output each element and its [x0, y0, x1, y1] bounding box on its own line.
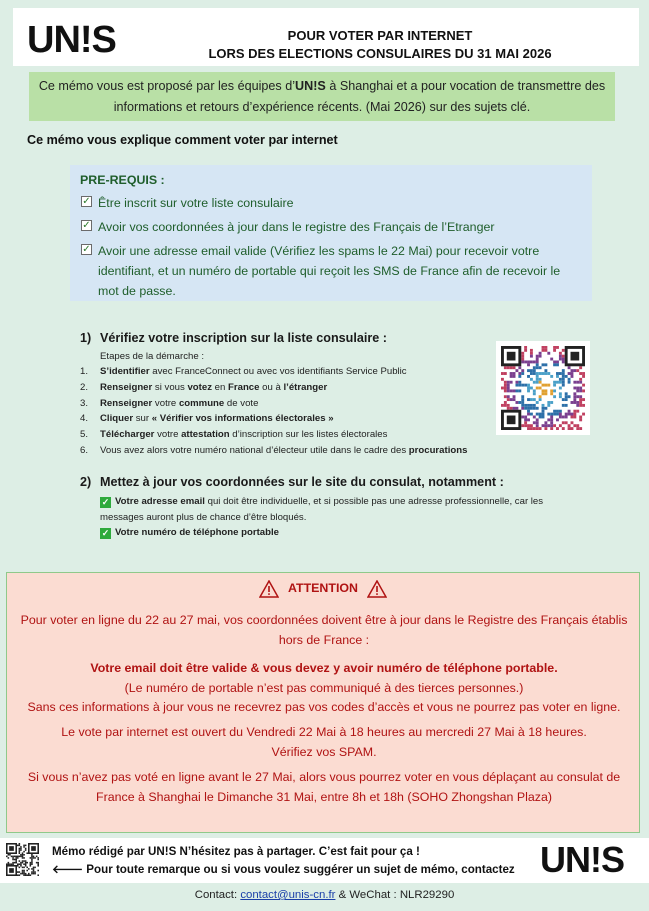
step-number: 1.	[80, 366, 89, 377]
update-item-phone	[100, 525, 600, 541]
section-1-number: 1)	[80, 331, 92, 345]
prerequisite-text: Être inscrit sur votre liste consulaire	[98, 196, 294, 210]
prerequisite-text: Avoir une adresse email valide (Vérifiez les spams le 22 Mai) pour recevoir votre identifiant, et un numéro de portable qui reçoit les SMS de France afin de recevoir le mot de passe.	[98, 244, 561, 298]
step-bold: attestation	[181, 429, 230, 441]
attention-paragraph-1	[19, 611, 629, 650]
attention-text: France à Shanghai le Dimanche 31 Mai, entre 8h et 18h (SOHO Zhongshan Plaza)	[96, 789, 552, 804]
green-check-icon: ✓	[101, 528, 110, 539]
memo-subtitle: Ce mémo vous explique comment voter par internet	[27, 133, 338, 147]
attention-paragraph-4	[19, 768, 629, 807]
step-text: de vote	[224, 397, 259, 409]
step-bold: Télécharger	[100, 429, 155, 441]
step-text: avec FranceConnect ou avec vos identifiants Service Public	[149, 366, 407, 377]
attention-box	[6, 572, 640, 833]
step-number: 5.	[80, 429, 89, 441]
step-number: 2.	[80, 381, 89, 393]
step-text: en	[212, 381, 229, 393]
prerequisites-title: PRE-REQUIS :	[80, 173, 165, 187]
qr-code-consulate[interactable]	[496, 341, 590, 435]
contact-email-link[interactable]: contact@unis-cn.fr	[240, 889, 336, 901]
section-2-title	[80, 475, 504, 489]
section-2-heading: Mettez à jour vos coordonnées sur le site du consulat, notamment :	[100, 475, 504, 489]
step-text: si vous	[152, 381, 188, 393]
attention-bold-text: Votre email doit être valide & vous devez y avoir numéro de téléphone portable.	[90, 661, 558, 675]
step-bold: Cliquer	[100, 413, 134, 425]
step-item	[80, 427, 510, 443]
attention-text: Pour voter en ligne du 22 au 27 mai, vos coordonnées doivent être à jour dans le Registre des Français établis	[20, 613, 628, 627]
intro-line-1	[29, 76, 615, 97]
prerequisite-item	[80, 217, 582, 237]
prerequisites-box	[70, 165, 592, 301]
qr-code-pattern	[6, 843, 39, 876]
step-number: 3.	[80, 397, 89, 409]
steps-subtitle: Etapes de la démarche :	[100, 351, 204, 362]
step-bold: commune	[178, 397, 225, 409]
checkbox-checked-icon: ✓	[82, 244, 91, 255]
intro-line-2: informations et retours d’expérience récents. (Mai 2026) sur des sujets clé.	[113, 100, 531, 114]
intro-brand: UN!S	[295, 79, 326, 93]
attention-paragraph-2	[19, 659, 629, 718]
attention-text: Si vous n’avez pas voté en ligne avant le 27 Mai, alors vous pourrez voter en vous déplaçant au consulat de	[27, 770, 621, 784]
attention-text: hors de France :	[278, 632, 370, 647]
step-number: 4.	[80, 413, 89, 425]
checkbox-checked-icon: ✓	[82, 220, 91, 231]
step-bold: « Vérifier vos informations électorales »	[151, 413, 334, 425]
update-email-text: qui doit être individuelle, et si possible pas une adresse professionnelle, car les	[204, 496, 544, 507]
qr-code-unis[interactable]	[6, 843, 39, 876]
attention-header	[7, 580, 639, 598]
prerequisite-item	[80, 241, 582, 301]
page-title	[150, 27, 610, 63]
step-bold: Renseigner	[100, 397, 153, 409]
checkbox-checked-icon: ✓	[82, 196, 91, 207]
title-line-2: LORS DES ELECTIONS CONSULAIRES DU 31 MAI 2026	[208, 46, 552, 61]
contact-wechat: & WeChat : NLR29290	[335, 889, 455, 901]
step-item	[80, 443, 510, 459]
prerequisite-item	[80, 193, 582, 213]
warning-icon	[259, 580, 279, 598]
step-bold: l’étranger	[283, 381, 328, 393]
step-bold: votez	[187, 381, 212, 393]
title-line-1: POUR VOTER PAR INTERNET	[287, 28, 473, 43]
footer-line-2: 🡐 Pour toute remarque ou si vous voulez suggérer un sujet de mémo, contactez	[52, 863, 515, 876]
warning-icon	[367, 580, 387, 598]
step-bold: S’identifier	[100, 366, 150, 377]
green-check-icon: ✓	[101, 497, 110, 507]
step-item	[80, 364, 510, 380]
attention-text: Le vote par internet est ouvert du Vendredi 22 Mai à 18 heures au mercredi 27 Mai à 18 heures.	[61, 725, 587, 739]
step-bold: procurations	[408, 444, 468, 456]
qr-code-pattern	[501, 346, 585, 430]
section-1-heading: Vérifiez votre inscription sur la liste consulaire :	[100, 331, 387, 345]
step-text: sur	[133, 413, 152, 425]
section-2-number: 2)	[80, 475, 92, 489]
attention-paragraph-3	[19, 723, 629, 762]
step-bold: France	[228, 381, 260, 393]
step-number: 6.	[80, 444, 89, 456]
intro-text-a: Ce mémo vous est proposé par les équipes d’	[38, 79, 296, 93]
step-item	[80, 411, 510, 427]
intro-text-b: à Shanghai et a pour vocation de transmettre des	[325, 79, 606, 93]
step-item	[80, 380, 510, 396]
intro-box	[29, 72, 615, 121]
step-text: ou à	[259, 381, 284, 393]
prerequisite-text: Avoir vos coordonnées à jour dans le registre des Français de l’Etranger	[98, 220, 495, 234]
step-text: votre	[152, 397, 179, 409]
contact-line	[0, 889, 649, 901]
section-1-title	[80, 331, 387, 345]
attention-text: Sans ces informations à jour vous ne recevrez pas vos codes d’accès et vous ne pourrez pas voter en ligne.	[27, 700, 621, 714]
attention-text: (Le numéro de portable n’est pas communiqué à des tierces personnes.)	[124, 680, 524, 695]
attention-title: ATTENTION	[288, 581, 358, 596]
update-item-email	[100, 494, 600, 510]
unis-logo-footer: UN!S	[540, 839, 624, 880]
footer-text	[52, 843, 515, 879]
step-text: Vous avez alors votre numéro national d’électeur utile dans le cadre des	[100, 444, 409, 456]
update-list	[100, 494, 600, 541]
step-text: d’inscription sur les listes électorales	[229, 429, 388, 441]
contact-label: Contact:	[194, 889, 241, 901]
attention-text: Vérifiez vos SPAM.	[271, 744, 377, 759]
step-item	[80, 396, 510, 412]
step-bold: Renseigner	[100, 381, 153, 393]
unis-logo: UN!S	[27, 19, 116, 61]
footer-line-1: Mémo rédigé par UN!S N’hésitez pas à partager. C’est fait pour ça !	[52, 845, 420, 858]
steps-list	[80, 364, 510, 459]
update-phone-bold: Votre numéro de téléphone portable	[115, 527, 280, 539]
update-item-email-cont: messages auront plus de chance d’être bloqués.	[100, 511, 307, 523]
step-text: votre	[154, 429, 182, 441]
update-email-bold: Votre adresse email	[115, 496, 205, 507]
